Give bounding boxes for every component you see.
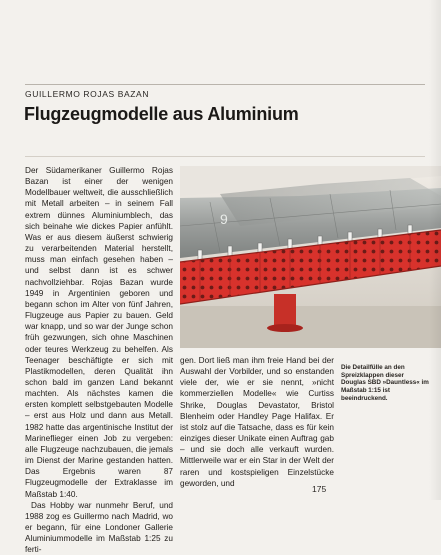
author-name: GUILLERMO ROJAS BAZAN [25, 89, 150, 99]
body-paragraph: Der Südamerikaner Guillermo Rojas Bazan ist einer der wenigen Modellbauer weltweit, die ausschließlich mit Metall arbeiten – in seinem Fall extrem dünnes Aluminiumblech, das sich beinahe wie dickes Papier anfühlt. Was er aus diesem äußerst schwierig zu verarbeitenden Material herstellt, muss man einfach gesehen haben – und selbst dann ist es schwer nachvollziehbar. Rojas Bazan wurde 1949 in Argentinien geboren und begann schon im Alter von fünf Jahren, Flugzeuge aus Papier zu bauen. Geld war knapp, und so war der Junge schon früh gezwungen, sich ohne Maschinen oder teures Werkzeug zu behelfen. Als Teenager beschäftigte er sich mit Plastikmodellen, deren Qualität ihn schon bald im ganzen Land bekannt machten. Als nächstes kamen die ersten komplett selbstgebauten Modelle – erst aus Holz und dann aus Metall. 1982 hatte das argentinische Institut der Marineflieger einen Job zu vergeben: alle Flugzeuge nachzubauen, die jemals im Dienst der Marine gestanden hatten. Das Ergebnis waren 87 Flugzeugmodelle der Extraklasse im Maßstab 1:40. [25, 166, 173, 499]
body-paragraph: gen. Dort ließ man ihm freie Hand bei der Auswahl der Vorbilder, und so enstanden viele der, wie er sie nennt, »nicht kommerziellen Modelle« wie Curtiss Shrike, Douglas Devastator, Bristol Blenheim oder Handley Page Halifax. Er ist stolz auf die Tatsache, dass es für kein einziges dieser Unikate einen Auftrag gab – und sie doch alle verkauft wurden. Mittlerweile war er ein Star in der Welt der raren und kostspieligen Einzelstücke geworden, und [180, 356, 334, 488]
body-column-middle [180, 355, 334, 489]
page-number: 175 [312, 484, 327, 494]
model-photo [180, 166, 441, 348]
photo-caption: Die Detailfülle an den Spreizklappen dieser Douglas SBD »Dauntless« im Maßstab 1:15 ist beeindruckend. [341, 364, 429, 402]
body-paragraph: Das Hobby war nunmehr Beruf, und 1988 zog es Guillermo nach Madrid, wo er begann, für eine Londoner Gallerie Aluminiummodelle im Maßstab 1:25 zu ferti- [25, 500, 173, 555]
page-edge-shadow [429, 0, 441, 500]
header-rule [25, 84, 425, 85]
dauntless-wing-flaps-image [180, 166, 441, 348]
fuselage-number: 9 [220, 211, 228, 227]
body-column-left [25, 165, 173, 555]
article-title: Flugzeugmodelle aus Aluminium [24, 104, 299, 124]
title-rule [25, 156, 425, 157]
